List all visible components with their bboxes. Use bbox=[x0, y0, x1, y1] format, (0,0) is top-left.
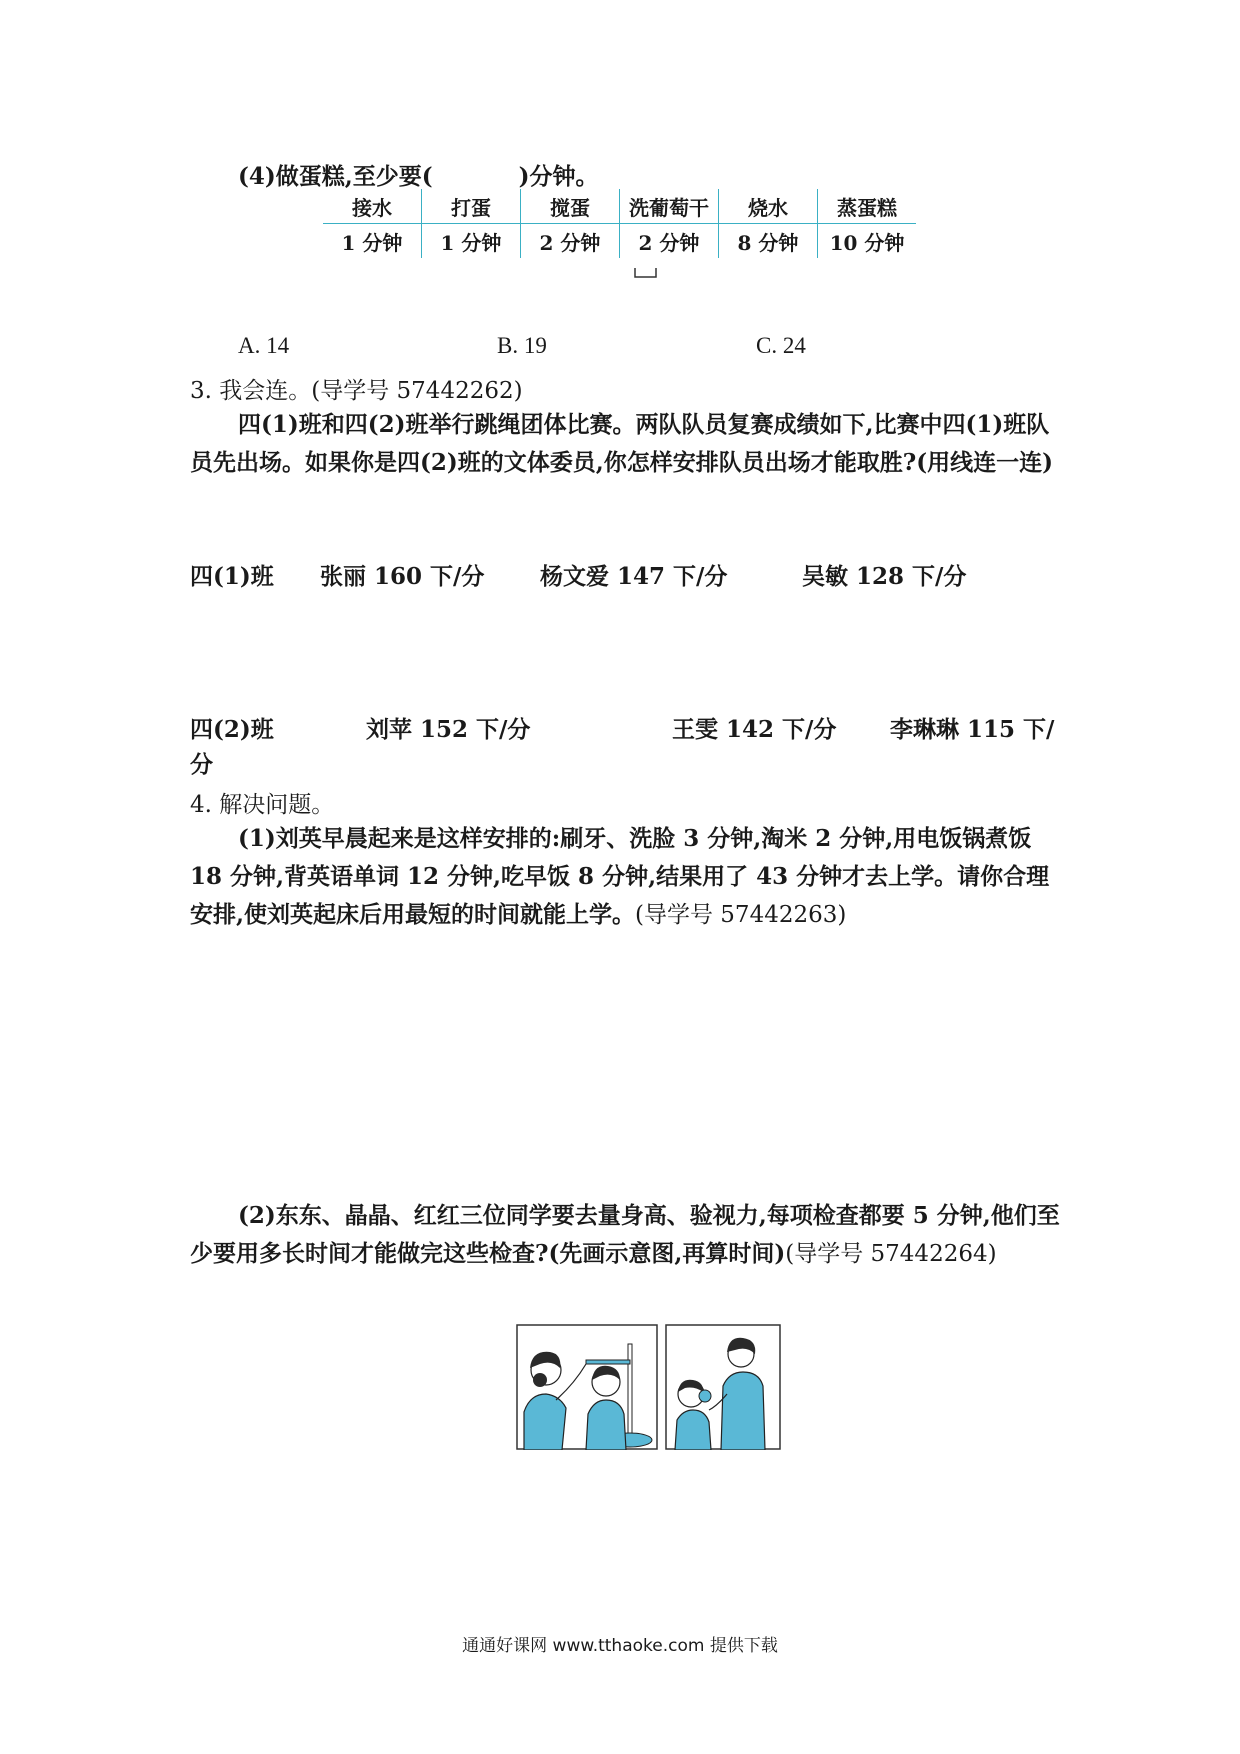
q4-title: 4. 解决问题。 bbox=[190, 792, 335, 818]
vision-check-illustration bbox=[665, 1324, 781, 1450]
option-a: A. 14 bbox=[238, 333, 290, 358]
class2-member: 李琳琳 115 下/ bbox=[890, 716, 1055, 743]
table-cell: 1 分钟 bbox=[422, 224, 521, 259]
table-header-cell: 打蛋 bbox=[422, 189, 521, 224]
table-cell: 2 分钟 bbox=[521, 224, 620, 259]
cake-steps-table bbox=[323, 189, 916, 258]
table-cell: 2 分钟 bbox=[620, 224, 719, 259]
table-header-row bbox=[323, 189, 916, 224]
table-header-cell: 接水 bbox=[323, 189, 422, 224]
table-cell: 1 分钟 bbox=[341, 230, 403, 255]
q3-title: 3. 我会连。(导学号 57442262) bbox=[190, 378, 523, 404]
q4-part1: (1)刘英早晨起来是这样安排的:刷牙、洗脸 3 分钟,淘米 2 分钟,用电饭锅煮饭 18 分钟,背英语单词 12 分钟,吃早饭 8 分钟,结果用了 43 分钟才去上学。请你合理安排,使刘英起床后用最短的时间就能上学。(导学号 57442263) bbox=[190, 825, 1050, 928]
option-b: B. 19 bbox=[497, 333, 547, 358]
table-cell: 10 分钟 bbox=[818, 224, 917, 259]
height-check-illustration bbox=[516, 1324, 658, 1450]
table-header-cell: 搅蛋 bbox=[521, 189, 620, 224]
table-header-cell: 烧水 bbox=[719, 189, 818, 224]
class2-member: 王雯 142 下/分 bbox=[672, 716, 837, 743]
class2-label: 四(2)班 bbox=[190, 716, 274, 743]
q4-part2: (2)东东、晶晶、红红三位同学要去量身高、验视力,每项检查都要 5 分钟,他们至少要用多长时间才能做完这些检查?(先画示意图,再算时间)(导学号 57442264) bbox=[190, 1202, 1060, 1267]
table-header-cell: 蒸蛋糕 bbox=[818, 189, 917, 224]
class2-member: 刘苹 152 下/分 bbox=[366, 716, 531, 743]
table-row bbox=[323, 224, 916, 259]
class1-member: 张丽 160 下/分 bbox=[320, 563, 485, 590]
q2-4-prompt: (4)做蛋糕,至少要( )分钟。 bbox=[238, 163, 599, 190]
class1-label: 四(1)班 bbox=[190, 563, 274, 590]
class1-member: 杨文爱 147 下/分 bbox=[540, 563, 728, 590]
class2-member-wrap: 分 bbox=[190, 751, 213, 778]
small-bracket-mark bbox=[633, 266, 659, 280]
option-c: C. 24 bbox=[756, 333, 806, 358]
footer-text: 通通好课网 www.tthaoke.com 提供下载 bbox=[462, 1636, 778, 1656]
table-header-cell: 洗葡萄干 bbox=[620, 189, 719, 224]
class1-member: 吴敏 128 下/分 bbox=[802, 563, 967, 590]
table-cell: 8 分钟 bbox=[719, 224, 818, 259]
q3-text: 四(1)班和四(2)班举行跳绳团体比赛。两队队员复赛成绩如下,比赛中四(1)班队员先出场。如果你是四(2)班的文体委员,你怎样安排队员出场才能取胜?(用线连一连) bbox=[190, 411, 1054, 476]
